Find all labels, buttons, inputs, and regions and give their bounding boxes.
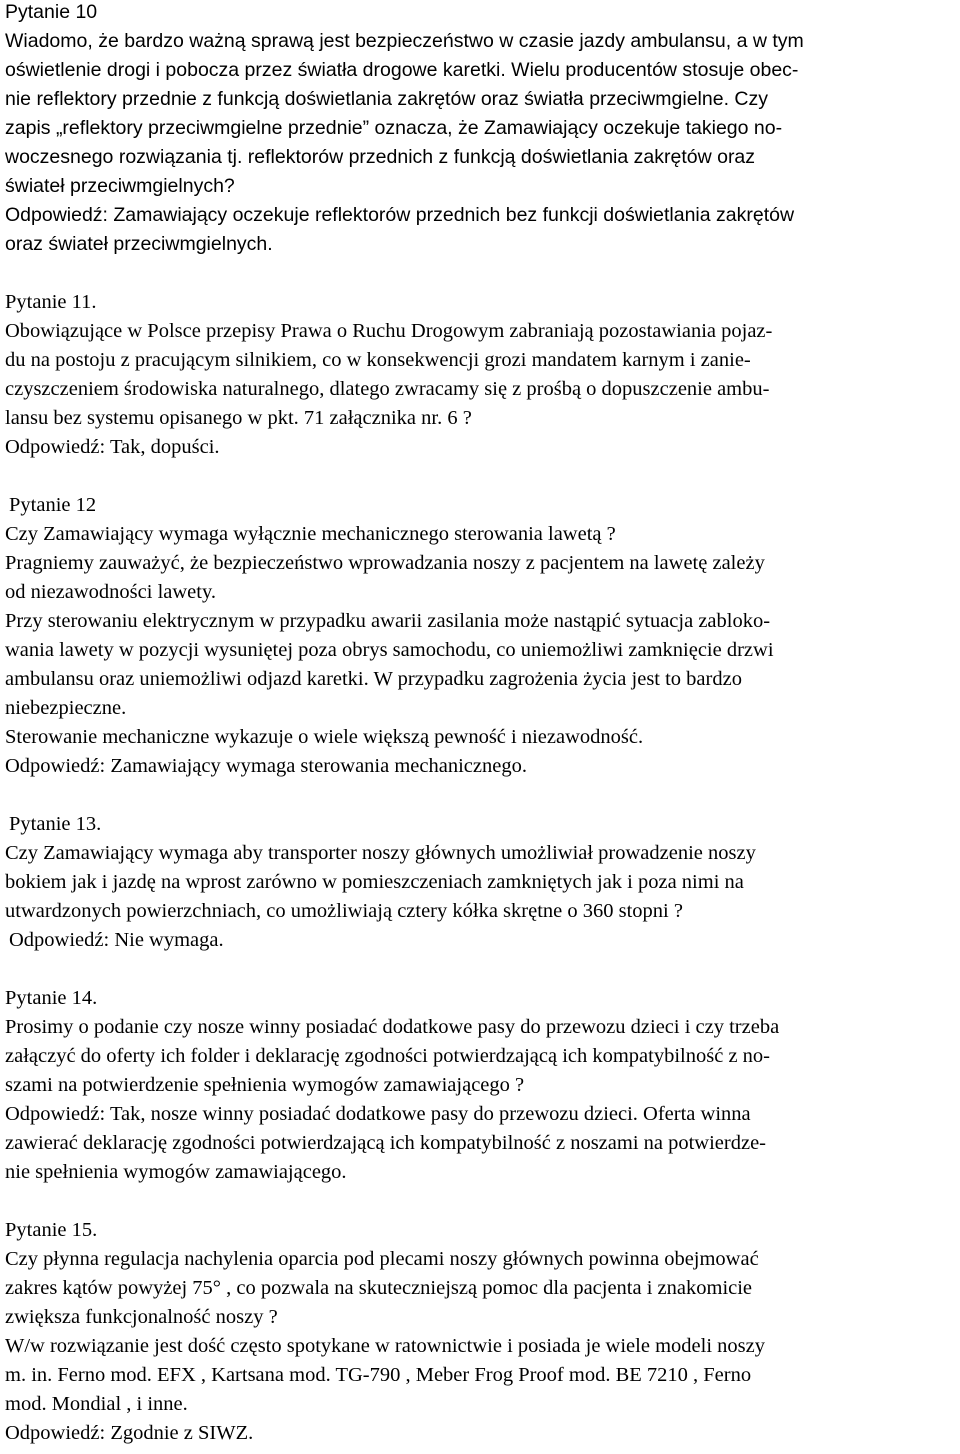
question-15-text: Czy płynna regulacja nachylenia oparcia pod plecami noszy głównych powinna obejmować <box>5 1248 759 1270</box>
question-10-text: świateł przeciwmgielnych? <box>5 175 235 197</box>
answer-13: Odpowiedź: Nie wymaga. <box>9 929 224 951</box>
question-10-text: Wiadomo, że bardzo ważną sprawą jest bezpieczeństwo w czasie jazdy ambulansu, a w tym <box>5 30 804 52</box>
answer-10: oraz świateł przeciwmgielnych. <box>5 233 273 255</box>
question-14-text: Prosimy o podanie czy nosze winny posiadać dodatkowe pasy do przewozu dzieci i czy trzeba <box>5 1016 780 1038</box>
question-13-text: utwardzonych powierzchniach, co umożliwiają cztery kółka skrętne o 360 stopni ? <box>5 900 683 922</box>
question-15-text: mod. Mondial , i inne. <box>5 1393 188 1415</box>
question-10-heading: Pytanie 10 <box>5 1 98 23</box>
question-14-heading: Pytanie 14. <box>5 987 98 1009</box>
question-12-text: Przy sterowaniu elektrycznym w przypadku awarii zasilania może nastąpić sytuacja zabloko- <box>5 610 771 632</box>
question-13-text: bokiem jak i jazdę na wprost zarówno w pomieszczeniach zamkniętych jak i poza nimi na <box>5 871 744 893</box>
question-10-text: oświetlenie drogi i pobocza przez światła drogowe karetki. Wielu producentów stosuje obec- <box>5 59 799 81</box>
question-11-heading: Pytanie 11. <box>5 291 97 313</box>
question-12-text: Czy Zamawiający wymaga wyłącznie mechanicznego sterowania lawetą ? <box>5 523 616 545</box>
answer-15: Odpowiedź: Zgodnie z SIWZ. <box>5 1422 254 1444</box>
question-12-text: ambulansu oraz uniemożliwi odjazd karetki. W przypadku zagrożenia życia jest to bardzo <box>5 668 742 690</box>
question-12-heading: Pytanie 12 <box>9 494 97 516</box>
question-11-text: czyszczeniem środowiska naturalnego, dlatego zwracamy się z prośbą o dopuszczenie ambu- <box>5 378 770 400</box>
question-10-text: woczesnego rozwiązania tj. reflektorów przednich z funkcją doświetlania zakrętów oraz <box>5 146 756 168</box>
question-15-text: zwiększa funkcjonalność noszy ? <box>5 1306 278 1328</box>
answer-14: Odpowiedź: Tak, nosze winny posiadać dodatkowe pasy do przewozu dzieci. Oferta winna <box>5 1103 751 1125</box>
question-13-heading: Pytanie 13. <box>9 813 102 835</box>
question-10-text: zapis „reflektory przeciwmgielne przednie” oznacza, że Zamawiający oczekuje takiego no- <box>5 117 783 139</box>
question-12-text: Sterowanie mechaniczne wykazuje o wiele większą pewność i niezawodność. <box>5 726 644 748</box>
question-10-text: nie reflektory przednie z funkcją doświetlania zakrętów oraz światła przeciwmgielne. Czy <box>5 88 768 110</box>
question-12-text: wania lawety w pozycji wysuniętej poza obrys samochodu, co uniemożliwi zamknięcie drzwi <box>5 639 774 661</box>
question-15-text: zakres kątów powyżej 75° , co pozwala na skuteczniejszą pomoc dla pacjenta i znakomicie <box>5 1277 753 1299</box>
answer-11: Odpowiedź: Tak, dopuści. <box>5 436 220 458</box>
question-13-text: Czy Zamawiający wymaga aby transporter noszy głównych umożliwiał prowadzenie noszy <box>5 842 756 864</box>
question-15-text: W/w rozwiązanie jest dość często spotykane w ratownictwie i posiada je wiele modeli noszy <box>5 1335 765 1357</box>
answer-14: nie spełnienia wymogów zamawiającego. <box>5 1161 347 1183</box>
question-12-text: Pragniemy zauważyć, że bezpieczeństwo wprowadzania noszy z pacjentem na lawetę zależy <box>5 552 765 574</box>
question-15-text: m. in. Ferno mod. EFX , Kartsana mod. TG-790 , Meber Frog Proof mod. BE 7210 , Ferno <box>5 1364 752 1386</box>
question-12-text: od niezawodności lawety. <box>5 581 217 603</box>
question-11-text: lansu bez systemu opisanego w pkt. 71 załącznika nr. 6 ? <box>5 407 472 429</box>
question-11-text: du na postoju z pracującym silnikiem, co w konsekwencji grozi mandatem karnym i zanie- <box>5 349 751 371</box>
answer-14: zawierać deklarację zgodności potwierdzającą ich kompatybilność z noszami na potwierdze- <box>5 1132 767 1154</box>
question-15-heading: Pytanie 15. <box>5 1219 98 1241</box>
question-11-text: Obowiązujące w Polsce przepisy Prawa o Ruchu Drogowym zabraniają pozostawiania pojaz- <box>5 320 773 342</box>
question-12-text: niebezpieczne. <box>5 697 127 719</box>
question-14-text: szami na potwierdzenie spełnienia wymogów zamawiającego ? <box>5 1074 525 1096</box>
answer-10: Odpowiedź: Zamawiający oczekuje reflektorów przednich bez funkcji doświetlania zakrętów <box>5 204 795 226</box>
question-14-text: załączyć do oferty ich folder i deklarację zgodności potwierdzającą ich kompatybilność z no- <box>5 1045 770 1067</box>
answer-12: Odpowiedź: Zamawiający wymaga sterowania mechanicznego. <box>5 755 527 777</box>
